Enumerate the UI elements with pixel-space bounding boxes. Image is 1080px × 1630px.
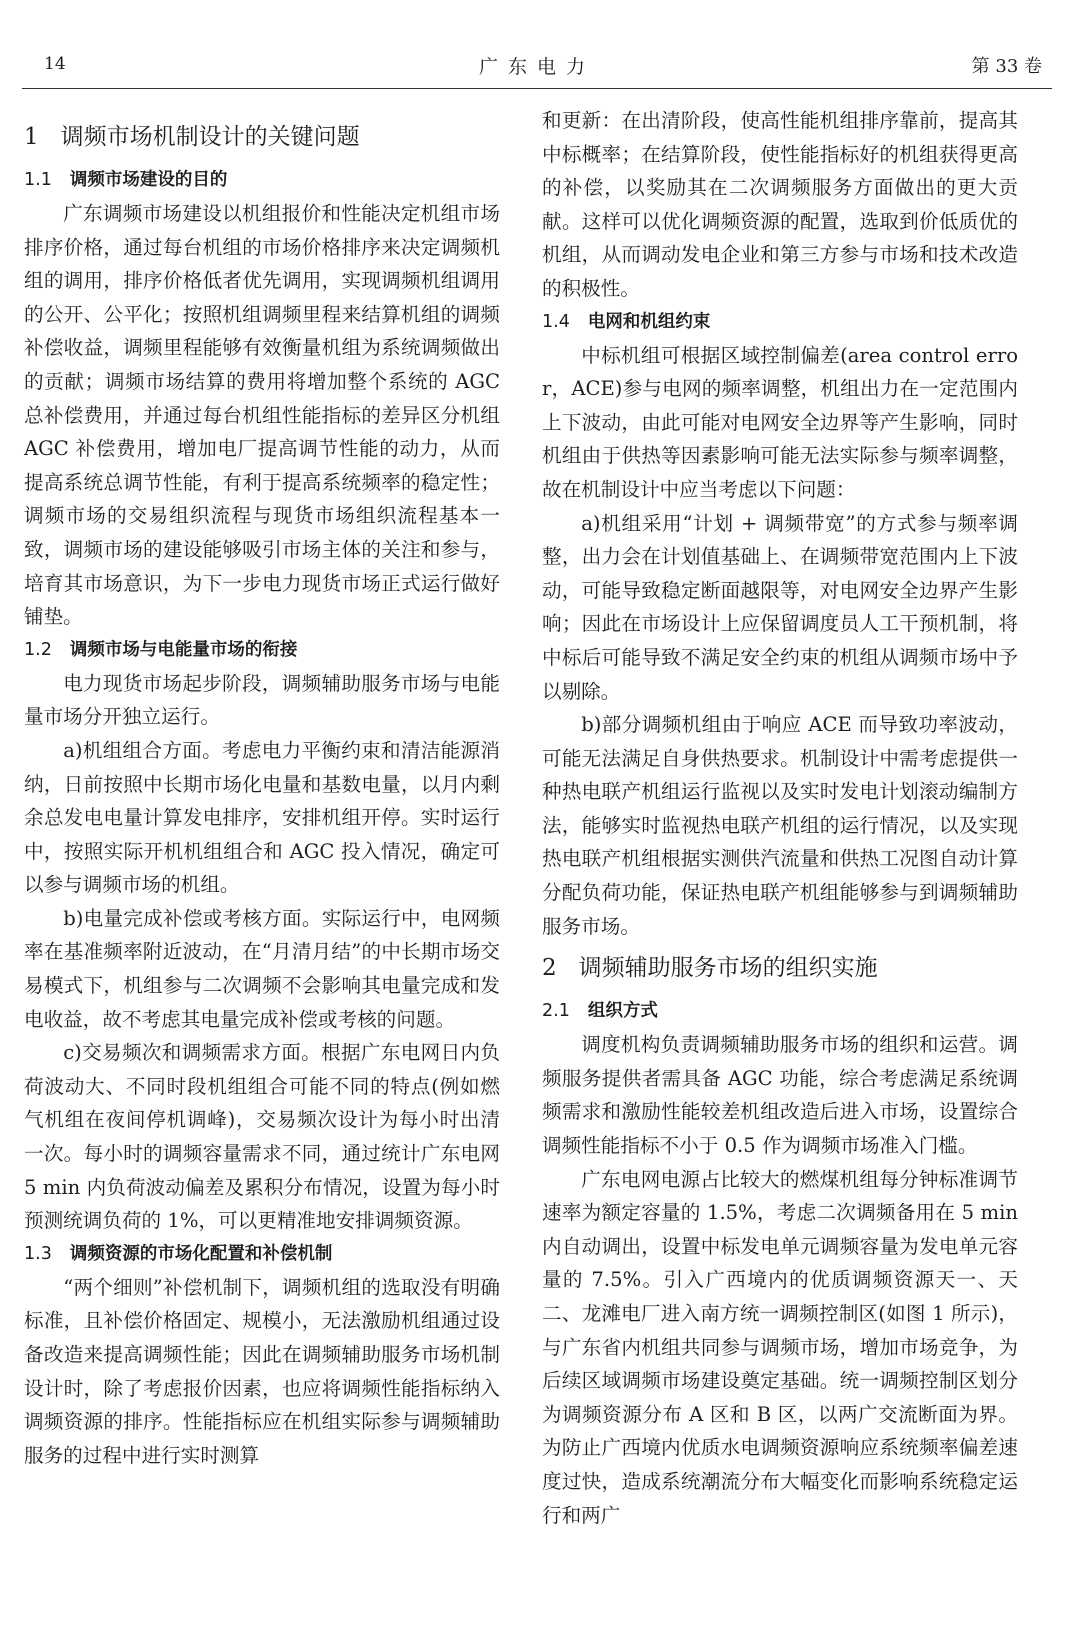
subsection-number: 1.3: [24, 1243, 52, 1264]
section-title: 调频辅助服务市场的组织实施: [578, 955, 878, 982]
paragraph: 和更新：在出清阶段，使高性能机组排序靠前，提高其中标概率；在结算阶段，使性能指标好的机组获得更高的补偿，以奖励其在二次调频服务方面做出的更大贡献。这样可以优化调频资源的配置，选取到价低质优的机组，从而调动发电企业和第三方参与市场和技术改造的积极性。: [542, 109, 1018, 300]
subsection-title: 组织方式: [587, 1001, 658, 1022]
journal-title: 广东电力: [478, 56, 595, 78]
section-1-heading: [24, 120, 500, 154]
paragraph: a)机组采用“计划 + 调频带宽”的方式参与频率调整，出力会在计划值基础上、在调频带宽范围内上下波动，可能导致稳定断面越限等，对电网安全边界产生影响；因此在市场设计上应保留调度员人工干预机制，将中标后可能导致不满足安全约束的机组从调频市场中予以剔除。: [542, 511, 1018, 703]
subsection-number: 1.1: [24, 170, 52, 190]
subsection-1-4-heading: [542, 306, 1018, 339]
paragraph: 调度机构负责调频辅助服务市场的组织和运营。调频服务提供者需具备 AGC 功能，综合考虑满足系统调频需求和激励性能较差机组改造后进入市场，设置综合调频性能指标不小于 0.5 作为调频市场准入门槛。: [542, 1033, 1018, 1158]
section-2-heading: [542, 951, 1018, 985]
subsection-1-3-heading: [24, 1238, 500, 1271]
paragraph: 广东调频市场建设以机组报价和性能决定机组市场排序价格，通过每台机组的市场价格排序来决定调频机组的调用，排序价格低者优先调用，实现调频机组调用的公开、公平化；按照机组调频里程来结算机组的调频补偿收益，调频里程能够有效衡量机组为系统调频做出的贡献；调频市场结算的费用将增加整个系统的 AGC 总补偿费用，并通过每台机组性能指标的差异区分机组 AGC 补偿费用，增加电厂提高调节性能的动力，从而提高系统总调节性能，有利于提高系统频率的稳定性；调频市场的交易组织流程与现货市场组织流程基本一致，调频市场的建设能够吸引市场主体的关注和参与，培育其市场意识，为下一步电力现货市场正式运行做好铺垫。: [24, 202, 500, 629]
volume-label: 第 33 卷: [971, 56, 1042, 77]
paragraph: 广东电网电源占比较大的燃煤机组每分钟标准调节速率为额定容量的 1.5%，考虑二次调频备用在 5 min 内自动调出，设置中标发电单元调频容量为发电单元容量的 7.5%。引入广西境内的优质调频资源天一、天二、龙滩电厂进入南方统一调频控制区(如图 1 所示)，与广东省内机组共同参与调频市场，增加市场竞争，为后续区域调频市场建设奠定基础。统一调频控制区划分为调频资源分布 A 区和 B 区，以两广交流断面为界。为防止广西境内优质水电调频资源响应系统频率偏差速度过快，造成系统潮流分布大幅变化而影响系统稳定运行和两广: [542, 1167, 1018, 1527]
section-title: 调频市场机制设计的关键问题: [60, 124, 360, 150]
page-number: 14: [44, 54, 66, 74]
paragraph: b)部分调频机组由于响应 ACE 而导致功率波动，可能无法满足自身供热要求。机制设计中需考虑提供一种热电联产机组运行监视以及实时发电计划滚动编制方法，能够实时监视热电联产机组的运行情况，以及实现热电联产机组根据实测供汽流量和供热工况图自动计算分配负荷功能，保证热电联产机组能够参与到调频辅助服务市场。: [542, 713, 1018, 938]
subsection-number: 2.1: [542, 1001, 570, 1022]
paragraph: 中标机组可根据区域控制偏差(area control error，ACE)参与电网的频率调整，机组出力在一定范围内上下波动，由此可能对电网安全边界等产生影响，同时机组由于供热等因素影响可能无法实际参与频率调整，故在机制设计中应当考虑以下问题：: [542, 343, 1018, 501]
page-header: [22, 44, 1052, 89]
subsection-1-2-heading: [24, 634, 500, 667]
subsection-title: 电网和机组约束: [587, 311, 711, 332]
subsection-title: 调频市场建设的目的: [69, 170, 228, 190]
section-number: 1: [24, 124, 39, 150]
subsection-2-1-heading: [542, 995, 1018, 1028]
subsection-title: 调频资源的市场化配置和补偿机制: [69, 1243, 333, 1264]
paragraph: “两个细则”补偿机制下，调频机组的选取没有明确标准，且补偿价格固定、规模小，无法激励机组通过设备改造来提高调频性能；因此在调频辅助服务市场机制设计时，除了考虑报价因素，也应将调频性能指标纳入调频资源的排序。性能指标应在机组实际参与调频辅助服务的过程中进行实时测算: [24, 1275, 500, 1467]
left-column: [24, 100, 500, 1472]
paragraph: 电力现货市场起步阶段，调频辅助服务市场与电能量市场分开独立运行。: [24, 671, 500, 729]
subsection-number: 1.4: [542, 311, 570, 332]
section-number: 2: [542, 955, 557, 982]
right-column: [542, 104, 1018, 1532]
subsection-number: 1.2: [24, 639, 52, 660]
paragraph: b)电量完成补偿或考核方面。实际运行中，电网频率在基准频率附近波动，在“月清月结”的中长期市场交易模式下，机组参与二次调频不会影响其电量完成和发电收益，故不考虑其电量完成补偿或考核的问题。: [24, 906, 500, 1031]
paragraph: a)机组组合方面。考虑电力平衡约束和清洁能源消纳，日前按照中长期市场化电量和基数电量，以月内剩余总发电电量计算发电排序，安排机组开停。实时运行中，按照实际开机机组组合和 AGC 投入情况，确定可以参与调频市场的机组。: [24, 738, 500, 897]
subsection-title: 调频市场与电能量市场的衔接: [69, 639, 298, 660]
paragraph: c)交易频次和调频需求方面。根据广东电网日内负荷波动大、不同时段机组组合可能不同的特点(例如燃气机组在夜间停机调峰)，交易频次设计为每小时出清一次。每小时的调频容量需求不同，通过统计广东电网 5 min 内负荷波动偏差及累积分布情况，设置为每小时预测统调负荷的 1%，可以更精准地安排调频资源。: [24, 1041, 500, 1233]
subsection-1-1-heading: [24, 164, 500, 197]
